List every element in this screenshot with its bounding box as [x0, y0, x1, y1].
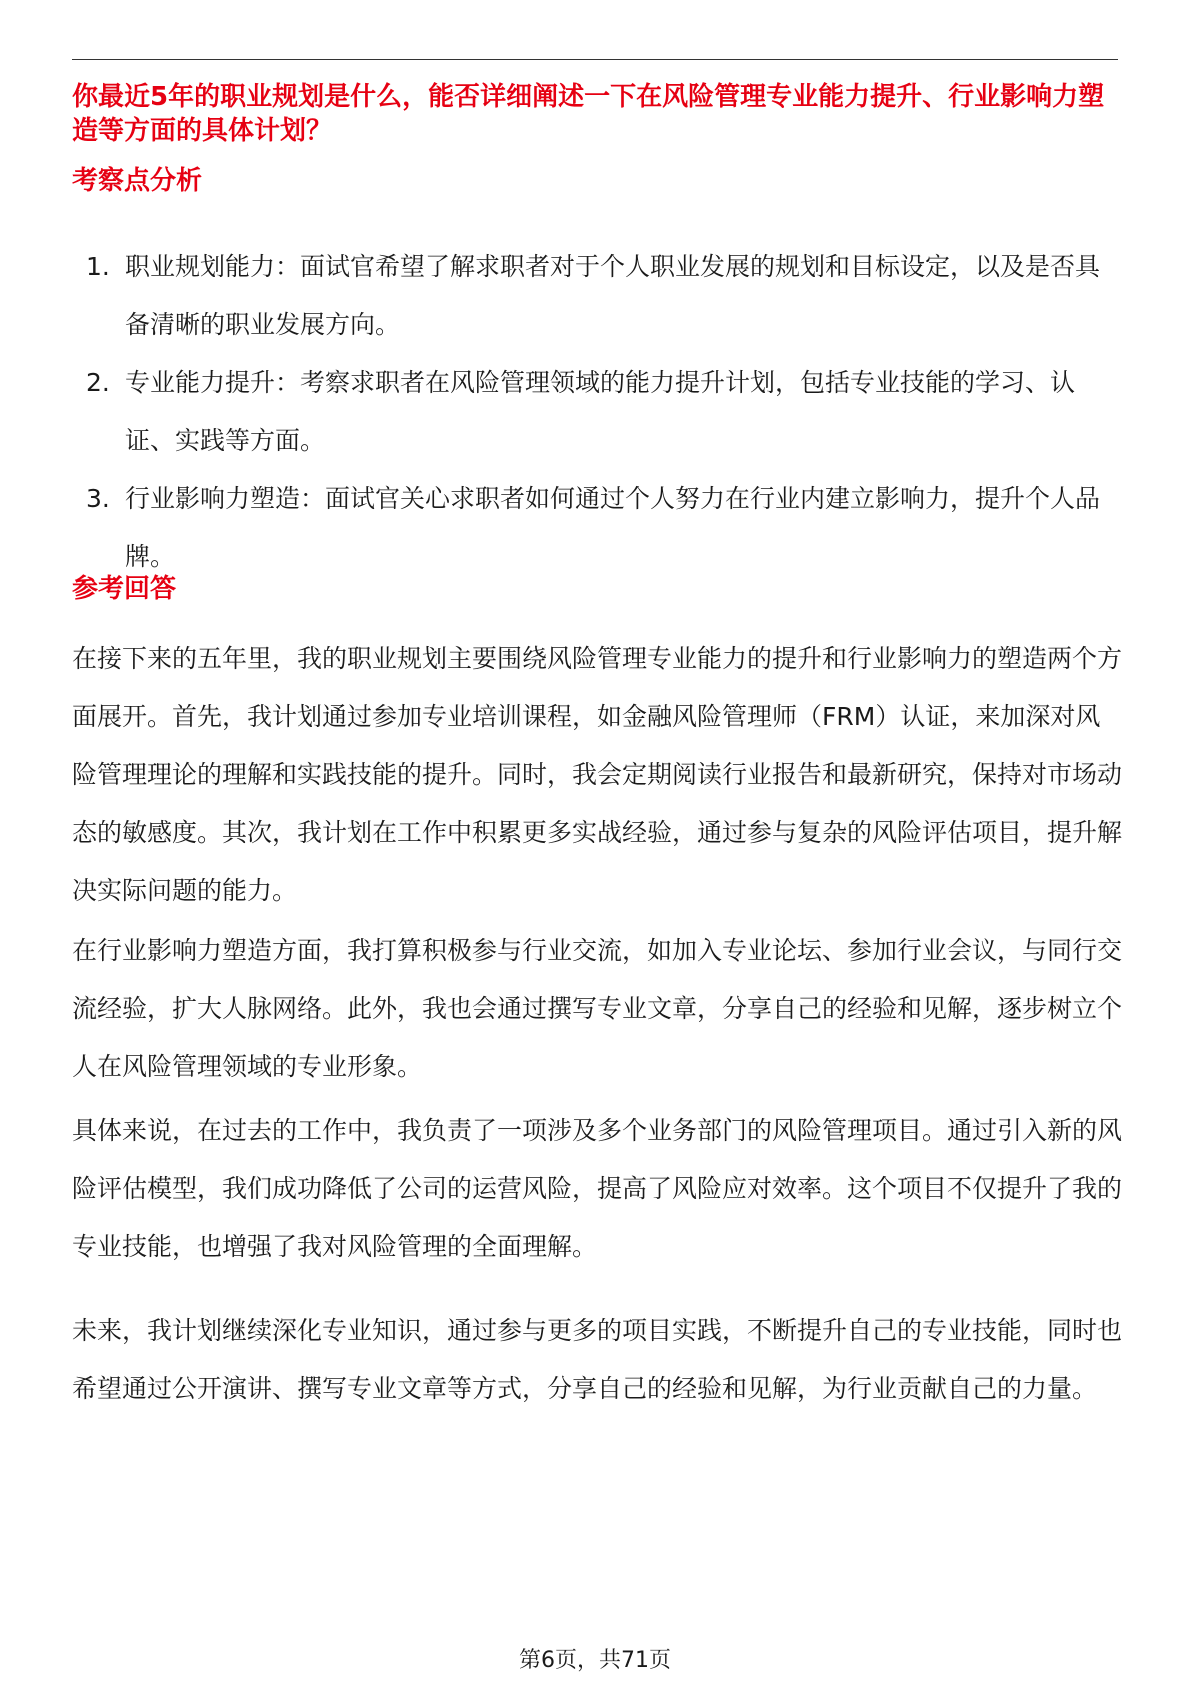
question-title: 你最近5年的职业规划是什么，能否详细阐述一下在风险管理专业能力提升、行业影响力塑造等方面的具体计划？	[72, 82, 1105, 146]
answer-paragraph: 在行业影响力塑造方面，我打算积极参与行业交流，如加入专业论坛、参加行业会议，与同行交流经验，扩大人脉网络。此外，我也会通过撰写专业文章，分享自己的经验和见解，逐步树立个人在风险管理领域的专业形象。	[72, 936, 1123, 1081]
analysis-list	[72, 238, 1122, 586]
answer-heading: 参考回答	[72, 574, 177, 604]
analysis-item-number: 1.	[86, 252, 110, 281]
analysis-item	[72, 354, 1122, 470]
analysis-item-number: 3.	[86, 484, 110, 513]
analysis-item	[72, 238, 1122, 354]
analysis-heading: 考察点分析	[72, 166, 203, 196]
analysis-item	[72, 470, 1122, 586]
analysis-item-text: 专业能力提升：考察求职者在风险管理领域的能力提升计划，包括专业技能的学习、认证、实践等方面。	[125, 368, 1076, 455]
answer-paragraph: 在接下来的五年里，我的职业规划主要围绕风险管理专业能力的提升和行业影响力的塑造两个方面展开。首先，我计划通过参加专业培训课程，如金融风险管理师（FRM）认证，来加深对风险管理理论的理解和实践技能的提升。同时，我会定期阅读行业报告和最新研究，保持对市场动态的敏感度。其次，我计划在工作中积累更多实战经验，通过参与复杂的风险评估项目，提升解决实际问题的能力。	[72, 644, 1123, 905]
answer-paragraph: 未来，我计划继续深化专业知识，通过参与更多的项目实践，不断提升自己的专业技能，同时也希望通过公开演讲、撰写专业文章等方式，分享自己的经验和见解，为行业贡献自己的力量。	[72, 1316, 1123, 1403]
analysis-item-number: 2.	[86, 368, 110, 397]
analysis-item-text: 行业影响力塑造：面试官关心求职者如何通过个人努力在行业内建立影响力，提升个人品牌。	[125, 484, 1101, 571]
analysis-item-text: 职业规划能力：面试官希望了解求职者对于个人职业发展的规划和目标设定，以及是否具备清晰的职业发展方向。	[125, 252, 1101, 339]
top-divider	[72, 59, 1118, 60]
answer-paragraph: 具体来说，在过去的工作中，我负责了一项涉及多个业务部门的风险管理项目。通过引入新的风险评估模型，我们成功降低了公司的运营风险，提高了风险应对效率。这个项目不仅提升了我的专业技能，也增强了我对风险管理的全面理解。	[72, 1116, 1123, 1261]
page-number: 第6页，共71页	[519, 1648, 671, 1673]
